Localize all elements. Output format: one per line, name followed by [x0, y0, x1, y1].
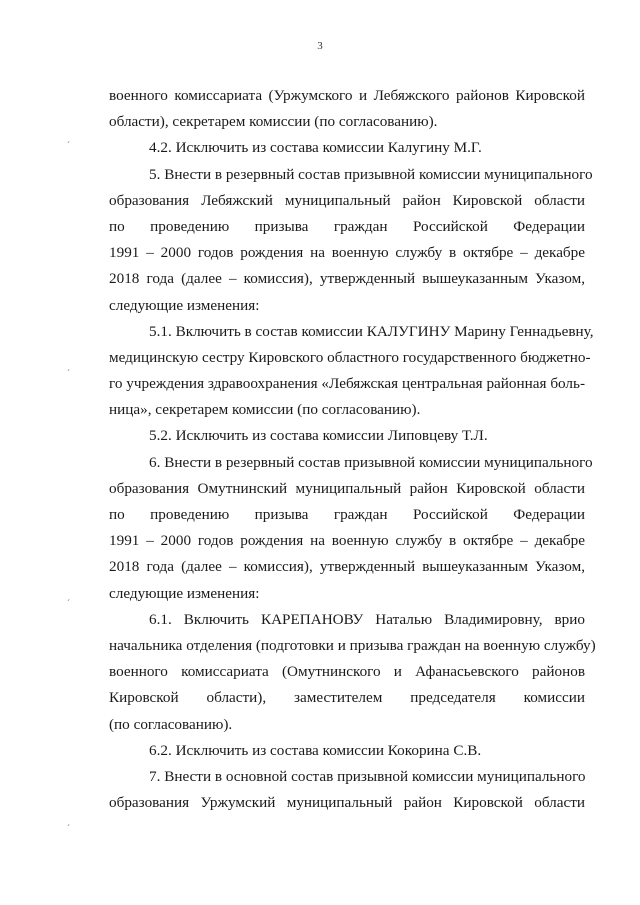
text-line: образования Уржумский муниципальный район Кировской области [109, 794, 585, 812]
text-line: военного комиссариата (Уржумского и Лебяжского районов Кировской [109, 87, 585, 104]
text-line: 2018 года (далее – комиссия), утвержденный вышеуказанным Указом, [109, 270, 585, 288]
text-line: образования Омутнинский муниципальный район Кировской области [109, 479, 585, 497]
text-line: начальника отделения (подготовки и призыва граждан на военную службу) [109, 636, 596, 654]
text-line: 6. Внести в резервный состав призывной комиссии муниципального [149, 453, 593, 471]
scan-artifact: ´ [67, 368, 70, 378]
text-line: образования Лебяжский муниципальный район Кировской области [109, 191, 585, 209]
text-line: го учреждения здравоохранения «Лебяжская центральная районная боль- [109, 375, 585, 393]
text-line: по проведению призыва граждан Российской Федерации [109, 217, 585, 235]
scan-artifact: ´ [67, 598, 70, 608]
text-line: 5. Внести в резервный состав призывной комиссии муниципального [149, 165, 593, 183]
text-line: 5.1. Включить в состав комиссии КАЛУГИНУ Марину Геннадьевну, [149, 322, 594, 340]
text-line: 6.1. Включить КАРЕПАНОВУ Наталью Владимировну, врио [149, 610, 585, 628]
text-line: 2018 года (далее – комиссия), утвержденный вышеуказанным Указом, [109, 558, 585, 576]
text-line: по проведению призыва граждан Российской Федерации [109, 506, 585, 523]
text-line: 1991 – 2000 годов рождения на военную службу в октябре – декабре [109, 244, 585, 262]
text-line: 1991 – 2000 годов рождения на военную службу в октябре – декабре [109, 532, 585, 550]
text-line: 7. Внести в основной состав призывной комиссии муниципального [149, 767, 586, 785]
scan-artifact: ´ [67, 823, 70, 833]
text-line: следующие изменения: [109, 584, 260, 602]
text-line: 6.2. Исключить из состава комиссии Кокорина С.В. [149, 741, 482, 759]
text-line: (по согласованию). [109, 715, 233, 733]
text-line: 4.2. Исключить из состава комиссии Калугину М.Г. [149, 139, 482, 157]
text-line: 5.2. Исключить из состава комиссии Липовцеву Т.Л. [149, 427, 488, 445]
text-line: военного комиссариата (Омутнинского и Афанасьевского районов [109, 663, 585, 681]
text-line: Кировской области), заместителем председателя комиссии [109, 689, 585, 707]
text-line: медицинскую сестру Кировского областного государственного бюджетно- [109, 348, 591, 366]
page-number: 3 [317, 40, 323, 52]
text-line: следующие изменения: [109, 296, 260, 314]
document-body [109, 83, 596, 816]
text-line: ница», секретарем комиссии (по согласованию). [109, 401, 421, 419]
scan-artifact: ´ [67, 140, 70, 150]
text-line: области), секретарем комиссии (по согласованию). [109, 113, 438, 131]
